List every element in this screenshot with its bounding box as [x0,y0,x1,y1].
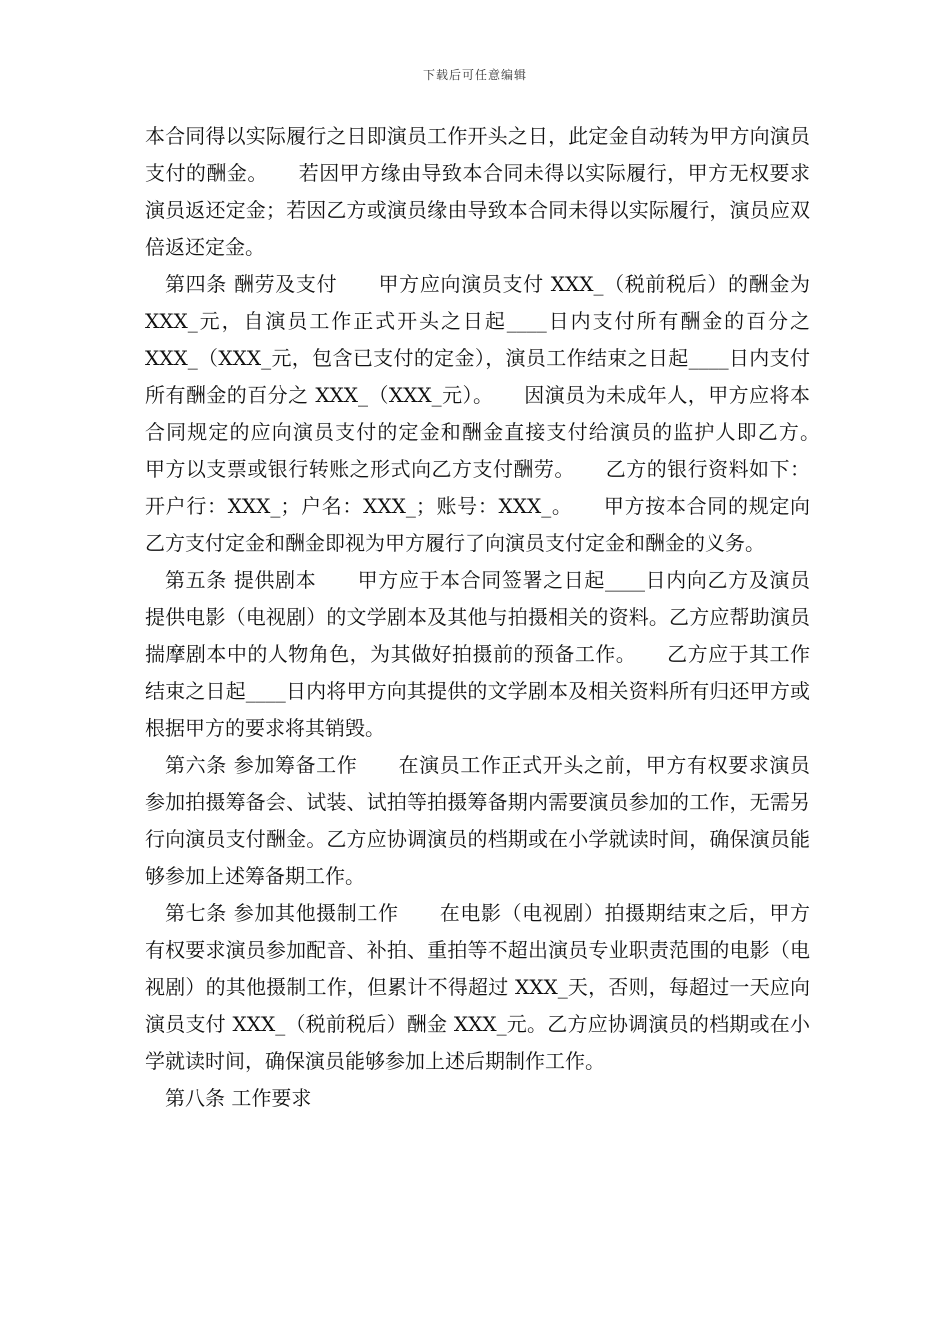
article-4-text: 第四条 酬劳及支付 甲方应向演员支付 XXX_（税前税后）的酬金为 XXX_元，自演员工作正式开头之日起____日内支付所有酬金的百分之 XXX_（XXX_元，包含已支付的定金），演员工作结束之日起____日内支付所有酬金的百分之 XXX_（XXX_元）。 因演员为未成年人，甲方应将本合同规定的应向演员支付的定金和酬金直接支付给演员的监护人即乙方。 甲方以支票或银行转账之形式向乙方支付酬劳。 乙方的银行资料如下：开户行：XXX_；户名：XXX_；账号：XXX_。 甲方按本合同的规定向乙方支付定金和酬金即视为甲方履行了向演员支付定金和酬金的义务。 [145,272,850,555]
page-header: 下载后可任意编辑 [422,68,527,82]
article-5-script [145,562,810,747]
article-4-payment [145,266,850,562]
document-body [145,118,850,1117]
paragraph-deposit: 本合同得以实际履行之日即演员工作开头之日，此定金自动转为甲方向演员支付的酬金。 若因甲方缘由导致本合同未得以实际履行，甲方无权要求演员返还定金；若因乙方或演员缘由导致本合同未得以实际履行，演员应双倍返还定金。 [145,124,810,259]
article-5-text: 第五条 提供剧本 甲方应于本合同签署之日起____日内向乙方及演员提供电影（电视剧）的文学剧本及其他与拍摄相关的资料。乙方应帮助演员揣摩剧本中的人物角色，为其做好拍摄前的预备工作。 乙方应于其工作结束之日起____日内将甲方向其提供的文学剧本及相关资料所有归还甲方或根据甲方的要求将其销毁。 [145,568,810,740]
article-7-other-work [145,895,810,1080]
article-8-text: 第八条 工作要求 [165,1086,312,1110]
article-8-requirements [145,1080,810,1117]
article-6-text: 第六条 参加筹备工作 在演员工作正式开头之前，甲方有权要求演员参加拍摄筹备会、试装、试拍等拍摄筹备期内需要演员参加的工作，无需另行向演员支付酬金。乙方应协调演员的档期或在小学就读时间，确保演员能够参加上述筹备期工作。 [145,753,810,888]
article-6-preparation [145,747,810,895]
article-7-text: 第七条 参加其他摄制工作 在电影（电视剧）拍摄期结束之后，甲方有权要求演员参加配音、补拍、重拍等不超出演员专业职责范围的电影（电视剧）的其他摄制工作，但累计不得超过 XXX_天，否则，每超过一天应向演员支付 XXX_（税前税后）酬金 XXX_元。乙方应协调演员的档期或在小学就读时间，确保演员能够参加上述后期制作工作。 [145,901,810,1073]
